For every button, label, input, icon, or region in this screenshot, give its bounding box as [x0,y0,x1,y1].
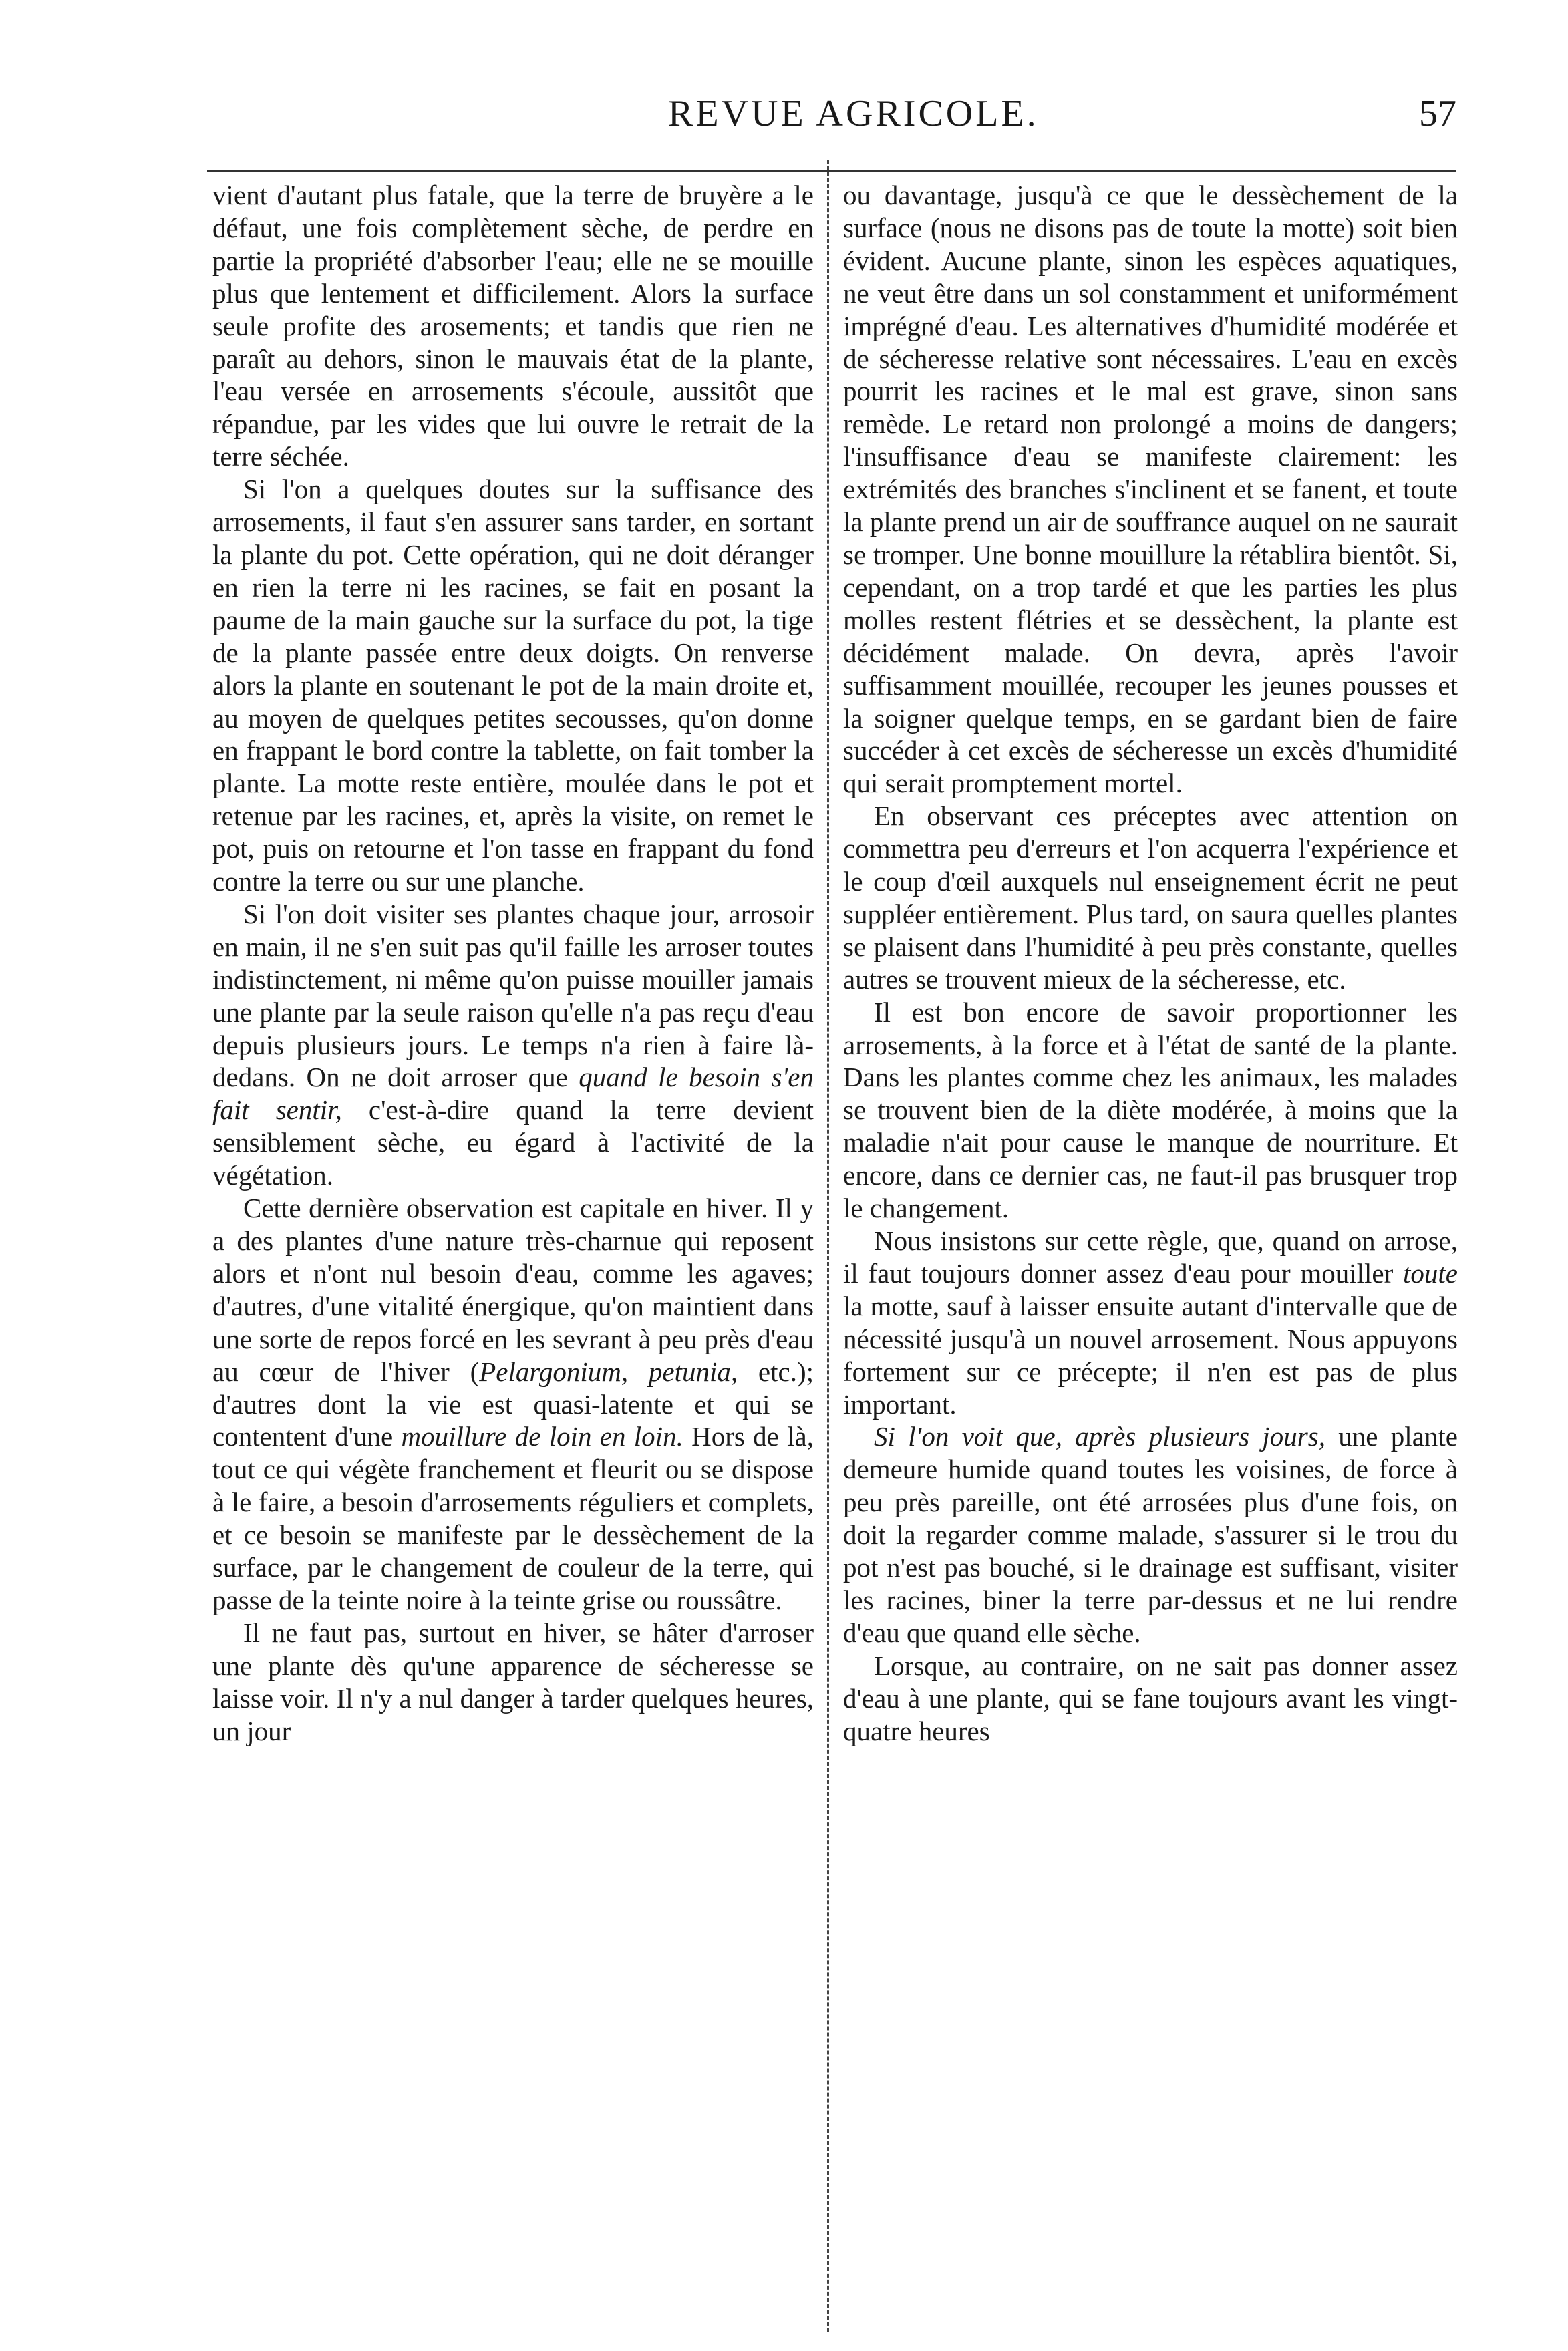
text-run: Nous insistons sur cette règle, que, quand on arrose, il faut toujours donner assez d'eau pour mouiller [843,1225,1458,1289]
italic-text: Si l'on voit que, après plusieurs jours, [874,1421,1325,1452]
right-column [843,179,1458,1748]
paragraph: vient d'autant plus fatale, que la terre de bruyère a le défaut, une fois complètement sèche, de perdre en partie la propriété d'absorber l'eau; elle ne se mouille plus que lentement et difficilement. Alors la surface seule profite des arosements; et tandis que rien ne paraît au dehors, sinon le mauvais état de la plante, l'eau versée en arrosements s'écoule, aussitôt que répandue, par les vides que lui ouvre le retrait de la terre séchée. [212,180,814,472]
text-run: etc.); d'autres dont la vie est quasi-latente et qui se contentent d'une [212,1356,814,1452]
left-column [212,179,814,1748]
text-run: Cette dernière observation est capitale en hiver. Il y a des plantes d'une nature très-charnue qui reposent alors et n'ont nul besoin d'eau, comme les agaves; d'autres, d'une vitalité énergique, qu'on maintient dans une sorte de repos forcé en les sevrant à peu près d'eau au cœur de l'hiver ( [212,1193,814,1387]
text-run: c'est-à-dire quand la terre devient sensiblement sèche, eu égard à l'activité de la végétation. [212,1094,814,1191]
text-run: une plante demeure humide quand toutes les voisines, de force à peu près pareille, ont été arrosées plus d'une fois, on doit la regarder comme malade, s'assurer si le trou du pot n'est pas bouché, si le drainage est suffisant, visiter les racines, biner la terre par-dessus et ne lui rendre d'eau que quand elle sèche. [843,1421,1458,1648]
page-number: 57 [1419,93,1456,134]
paragraph: Lorsque, au contraire, on ne sait pas donner assez d'eau à une plante, qui se fane toujours avant les vingt-quatre heures [843,1650,1458,1746]
text-run: Si l'on doit visiter ses plantes chaque jour, arrosoir en main, il ne s'en suit pas qu'il faille les arroser toutes indistinctement, ni même qu'on puisse mouiller jamais une plante par la seule raison qu'elle n'a pas reçu d'eau depuis plusieurs jours. Le temps n'a rien à faire là-dedans. On ne doit arroser que [212,898,814,1093]
paragraph [212,1192,814,1617]
paragraph: ou davantage, jusqu'à ce que le dessèchement de la surface (nous ne disons pas de toute la motte) soit bien évident. Aucune plante, sinon les espèces aquatiques, ne veut être dans un sol constamment et uniformément imprégné d'eau. Les alternatives d'humidité modérée et de sécheresse relative sont nécessaires. L'eau en excès pourrit les racines et le mal est grave, sinon sans remède. Le retard non prolongé a moins de dangers; l'insuffisance d'eau se manifeste clairement: les extrémités des branches s'inclinent et se fanent, et toute la plante prend un air de souffrance auquel on ne saurait se tromper. Une bonne mouillure la rétablira bientôt. Si, cependant, on a trop tardé et que les parties les plus molles restent flétries et se dessèchent, la plante est décidément malade. On devra, après l'avoir suffisamment mouillée, recouper les jeunes pousses et la soigner quelque temps, en se gardant bien de faire succéder à cet excès de sécheresse un excès d'humidité qui serait promptement mortel. [843,180,1458,799]
paragraph [843,1225,1458,1420]
italic-text: Pelargonium, petunia, [479,1356,738,1387]
column-divider [827,160,829,2332]
page-header [214,92,1456,146]
paragraph: En observant ces préceptes avec attention on commettra peu d'erreurs et l'on acquerra l'expérience et le coup d'œil auxquels nul enseignement écrit ne peut suppléer entièrement. Plus tard, on saura quelles plantes se plaisent dans l'humidité à peu près constante, quelles autres se trouvent mieux de la sécheresse, etc. [843,800,1458,995]
paragraph [843,1420,1458,1649]
italic-text: quand le besoin s'en fait sentir, [212,1062,814,1126]
text-run: Hors de là, tout ce qui végète franchement et fleurit ou se dispose à le faire, a besoin d'arrosements réguliers et complets, et ce besoin se manifeste par le dessèchement de la surface, par le changement de couleur de la terre, qui passe de la teinte noire à la teinte grise ou roussâtre. [212,1421,814,1615]
text-run: la motte, sauf à laisser ensuite autant d'intervalle que de nécessité jusqu'à un nouvel arrosement. Nous appuyons fortement sur ce précepte; il n'en est pas de plus important. [843,1290,1458,1420]
paragraph: Il est bon encore de savoir proportionner les arrosements, à la force et à l'état de santé de la plante. Dans les plantes comme chez les animaux, les malades se trouvent bien de la diète modérée, à moins que la maladie n'ait pour cause le manque de nourriture. Et encore, dans ce dernier cas, ne faut-il pas brusquer trop le changement. [843,996,1458,1224]
paragraph [212,898,814,1192]
running-title: REVUE AGRICOLE. [668,93,1039,134]
italic-text: mouillure de loin en loin. [401,1421,683,1452]
header-rule [207,170,1456,172]
paragraph: Il ne faut pas, surtout en hiver, se hâter d'arroser une plante dès qu'une apparence de sécheresse se laisse voir. Il n'y a nul danger à tarder quelques heures, un jour [212,1617,814,1746]
paragraph: Si l'on a quelques doutes sur la suffisance des arrosements, il faut s'en assurer sans tarder, en sortant la plante du pot. Cette opération, qui ne doit déranger en rien la terre ni les racines, se fait en posant la paume de la main gauche sur la surface du pot, la tige de la plante passée entre deux doigts. On renverse alors la plante en soutenant le pot de la main droite et, au moyen de quelques petites secousses, qu'on donne en frappant le bord contre la tablette, on fait tomber la plante. La motte reste entière, moulée dans le pot et retenue par les racines, et, après la visite, on remet le pot, puis on retourne et l'on tasse en frappant du fond contre la terre ou sur une planche. [212,474,814,897]
italic-text: toute [1403,1257,1458,1289]
